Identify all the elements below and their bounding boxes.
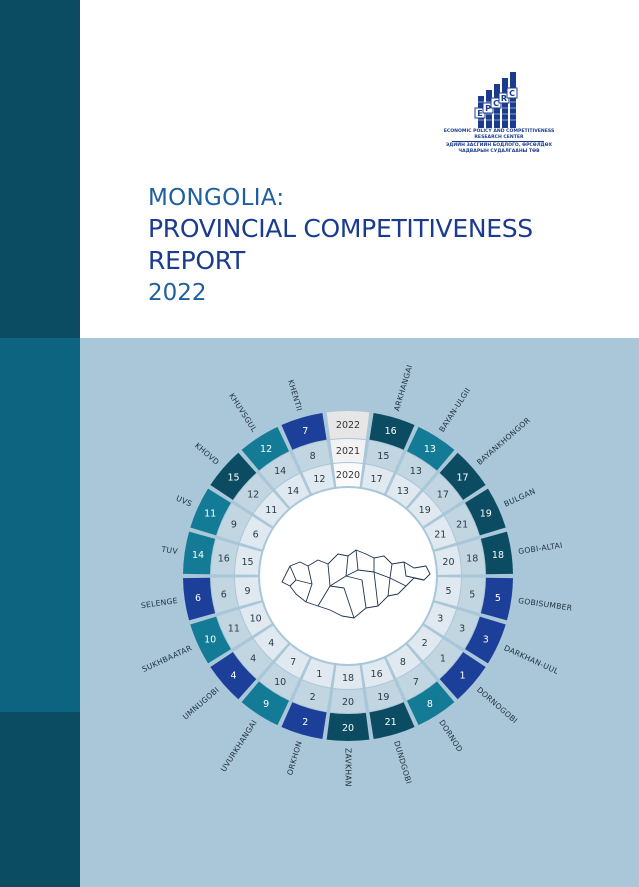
province-sector <box>327 665 370 787</box>
province-label: TUV <box>160 544 179 556</box>
rank-value: 9 <box>263 698 270 710</box>
rank-value: 19 <box>418 505 431 517</box>
rank-value: 12 <box>313 474 326 486</box>
svg-text:P: P <box>485 104 491 113</box>
rank-value: 11 <box>265 505 278 517</box>
rank-value: 3 <box>482 634 489 646</box>
rank-value: 12 <box>260 444 273 456</box>
province-label: UVURKHANGAI <box>218 718 259 774</box>
rank-value: 11 <box>204 508 217 520</box>
rank-value: 16 <box>384 426 397 438</box>
rank-value: 18 <box>491 549 505 561</box>
rank-value: 8 <box>309 451 316 463</box>
rank-value: 8 <box>426 698 433 710</box>
rank-value: 3 <box>459 623 466 635</box>
province-label: BAYAN-ULGII <box>437 386 473 434</box>
rank-value: 10 <box>204 634 217 646</box>
rank-value: 11 <box>227 623 240 635</box>
rank-value: 6 <box>220 589 227 601</box>
province-label: ZAVKHAN <box>343 748 353 787</box>
rank-value: 4 <box>268 637 275 649</box>
rank-value: 6 <box>252 529 259 541</box>
svg-text:R: R <box>500 94 508 103</box>
rank-value: 6 <box>195 593 202 605</box>
rank-value: 20 <box>341 723 355 734</box>
province-label: DARKHAN-UUL <box>502 643 561 677</box>
rank-value: 8 <box>399 656 406 668</box>
rank-value: 15 <box>227 472 240 484</box>
province-label: BAYANKHONGOR <box>475 415 533 467</box>
province-label: GOBI-ALTAI <box>517 540 564 556</box>
province-label: BULGAN <box>502 486 537 509</box>
logo-mongolian-text: ЭДИЙН ЗАСГИЙН БОДЛОГО, ӨРСӨЛДӨХ ЧАДВАРЫН СУДАЛГААНЫ ТӨВ <box>445 143 553 154</box>
province-label: SUKHBAATAR <box>140 643 194 674</box>
province-label: DUNDGOBI <box>392 739 414 786</box>
rank-value: 20 <box>442 557 455 569</box>
rank-value: 7 <box>412 677 419 689</box>
rank-value: 12 <box>247 489 260 501</box>
rank-value: 21 <box>384 716 397 728</box>
rank-value: 21 <box>456 519 469 531</box>
rank-value: 16 <box>370 668 383 680</box>
title-year: 2022 <box>148 280 207 306</box>
svg-text:C: C <box>509 89 515 98</box>
rank-value: 4 <box>230 670 237 682</box>
rank-value: 2 <box>421 637 428 649</box>
rank-value: 19 <box>377 691 390 703</box>
province-label: UMNUGOBI <box>181 685 221 722</box>
spine-top-band <box>0 0 80 338</box>
rank-value: 20 <box>341 697 355 708</box>
logo-english-text: ECONOMIC POLICY AND COMPETITIVENESS RESEARCH CENTER <box>443 129 555 140</box>
province-label: UVS <box>174 493 194 509</box>
rank-value: 5 <box>469 589 476 601</box>
province-label: KHENTII <box>286 378 304 413</box>
rank-value: 16 <box>217 553 230 565</box>
province-sector <box>435 577 574 620</box>
rank-value: 17 <box>456 472 469 484</box>
title-main: PROVINCIAL COMPETITIVENESS <box>148 214 533 243</box>
rank-value: 13 <box>396 486 409 498</box>
province-label: GOBISUMBER <box>517 596 573 613</box>
rank-value: 10 <box>249 613 262 625</box>
province-label: ARKHANGAI <box>392 363 415 413</box>
rank-value: 1 <box>459 670 466 682</box>
rank-value: 18 <box>466 553 479 565</box>
rank-value: 14 <box>274 465 287 477</box>
rank-value: 15 <box>241 557 254 569</box>
province-label: ORKHON <box>285 739 304 777</box>
rank-value: 21 <box>434 529 447 541</box>
rank-value: 15 <box>377 451 390 463</box>
year-label: 2021 <box>335 446 361 457</box>
province-label: DORNOGOBI <box>475 685 520 726</box>
svg-text:C: C <box>493 99 499 108</box>
ranking-wheel <box>0 338 639 887</box>
title-country: MONGOLIA: <box>148 185 285 211</box>
rank-value: 9 <box>230 519 237 531</box>
rank-value: 10 <box>274 677 287 689</box>
rank-value: 4 <box>250 653 257 665</box>
rank-value: 1 <box>316 668 323 680</box>
rank-value: 13 <box>409 465 422 477</box>
rank-value: 5 <box>445 585 452 597</box>
title-report: REPORT <box>148 246 245 275</box>
rank-value: 3 <box>437 613 444 625</box>
rank-value: 14 <box>287 486 300 498</box>
rank-value: 18 <box>341 673 355 684</box>
rank-value: 19 <box>479 508 492 520</box>
rank-value: 9 <box>244 585 251 597</box>
svg-text:E: E <box>477 109 483 118</box>
province-label: SELENGE <box>140 596 179 611</box>
year-label: 2020 <box>335 470 361 481</box>
province-label: KHOVD <box>193 440 221 467</box>
rank-value: 2 <box>309 691 316 703</box>
logo-divider <box>452 141 544 142</box>
province-label: DORNOD <box>437 718 465 754</box>
rank-value: 14 <box>191 549 205 561</box>
year-label: 2022 <box>335 420 361 431</box>
rank-value: 2 <box>302 716 309 728</box>
report-title <box>148 183 533 309</box>
rank-value: 17 <box>370 474 383 486</box>
rank-value: 1 <box>439 653 446 665</box>
province-label: KHUVSGUL <box>227 391 259 434</box>
rank-value: 5 <box>494 593 501 605</box>
rank-value: 13 <box>423 444 436 456</box>
rank-value: 7 <box>302 426 309 438</box>
rank-value: 17 <box>436 489 449 501</box>
rank-value: 7 <box>290 656 297 668</box>
